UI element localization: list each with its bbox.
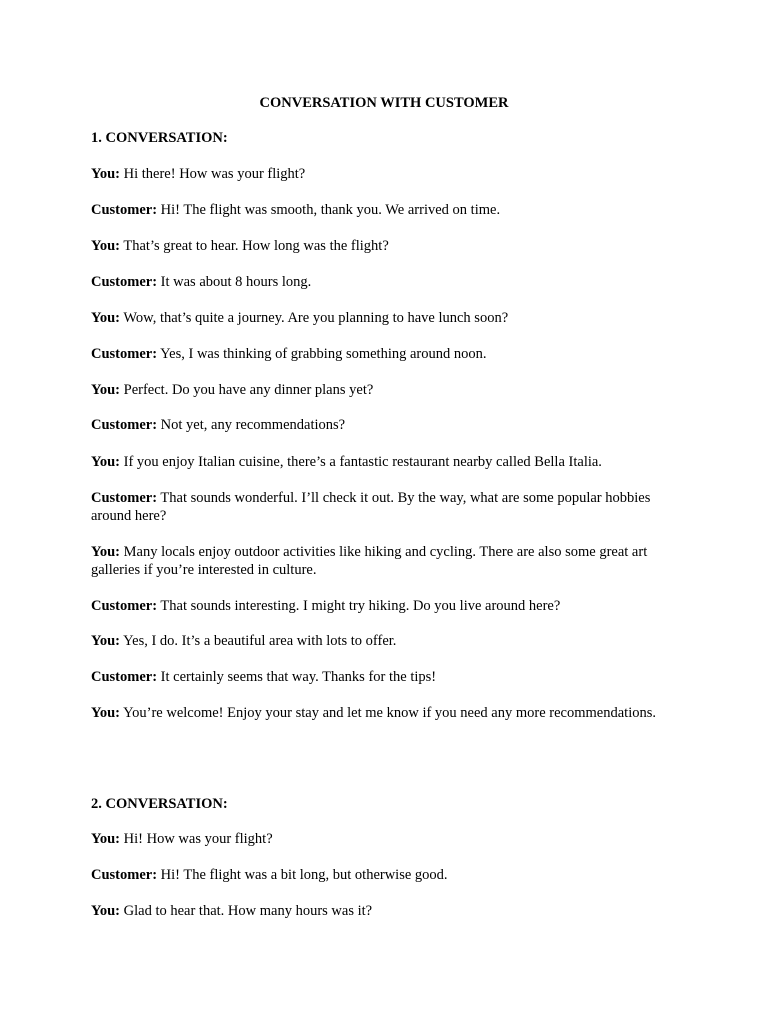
dialogue-line (91, 453, 681, 471)
dialogue-text: Glad to hear that. How many hours was it? (123, 903, 373, 919)
section-heading-1: 1. CONVERSATION: (91, 130, 228, 146)
speaker-label: You: (91, 903, 121, 919)
dialogue-line (91, 309, 681, 327)
dialogue-text: Hi! How was your flight? (123, 831, 273, 847)
speaker-label: Customer: (91, 669, 158, 685)
dialogue-text: You’re welcome! Enjoy your stay and let me know if you need any more recommendations. (123, 705, 656, 721)
dialogue-text: Perfect. Do you have any dinner plans yet? (123, 382, 374, 398)
speaker-label: You: (91, 238, 121, 254)
speaker-label: Customer: (91, 202, 158, 218)
speaker-label: You: (91, 454, 121, 470)
dialogue-text: That’s great to hear. How long was the flight? (123, 238, 389, 254)
dialogue-line (91, 668, 681, 686)
dialogue-line (91, 201, 681, 219)
dialogue-line (91, 866, 681, 884)
dialogue-line (91, 489, 681, 525)
section-heading-2: 2. CONVERSATION: (91, 796, 228, 812)
dialogue-line (91, 704, 681, 722)
dialogue-line (91, 165, 681, 183)
speaker-label: Customer: (91, 417, 158, 433)
dialogue-text: Yes, I do. It’s a beautiful area with lots to offer. (123, 633, 397, 649)
dialogue-line (91, 345, 681, 363)
dialogue-text: Yes, I was thinking of grabbing something around noon. (160, 346, 487, 362)
dialogue-text: Hi! The flight was a bit long, but otherwise good. (160, 867, 448, 883)
dialogue-text: That sounds wonderful. I’ll check it out. By the way, what are some popular hobbies around here? (91, 490, 651, 524)
dialogue-line (91, 830, 681, 848)
speaker-label: Customer: (91, 274, 158, 290)
speaker-label: You: (91, 544, 121, 560)
dialogue-line (91, 597, 681, 615)
speaker-label: You: (91, 831, 121, 847)
dialogue-text: It was about 8 hours long. (160, 274, 312, 290)
dialogue-text: If you enjoy Italian cuisine, there’s a fantastic restaurant nearby called Bella Italia. (123, 454, 602, 470)
speaker-label: You: (91, 166, 121, 182)
dialogue-line (91, 237, 681, 255)
dialogue-text: Hi there! How was your flight? (123, 166, 306, 182)
speaker-label: You: (91, 705, 121, 721)
dialogue-text: Many locals enjoy outdoor activities like hiking and cycling. There are also some great art galleries if you’re interested in culture. (91, 544, 648, 578)
speaker-label: Customer: (91, 598, 158, 614)
dialogue-text: It certainly seems that way. Thanks for the tips! (160, 669, 437, 685)
speaker-label: You: (91, 633, 121, 649)
speaker-label: Customer: (91, 867, 158, 883)
dialogue-line (91, 902, 681, 920)
dialogue-text: Hi! The flight was smooth, thank you. We arrived on time. (160, 202, 501, 218)
speaker-label: You: (91, 310, 121, 326)
dialogue-text: That sounds interesting. I might try hiking. Do you live around here? (160, 598, 561, 614)
dialogue-line (91, 416, 681, 434)
dialogue-text: Wow, that’s quite a journey. Are you planning to have lunch soon? (123, 310, 509, 326)
speaker-label: You: (91, 382, 121, 398)
dialogue-line (91, 381, 681, 399)
dialogue-line (91, 543, 681, 579)
document-title: CONVERSATION WITH CUSTOMER (259, 95, 509, 111)
speaker-label: Customer: (91, 346, 158, 362)
dialogue-text: Not yet, any recommendations? (160, 417, 346, 433)
speaker-label: Customer: (91, 490, 158, 506)
dialogue-line (91, 273, 681, 291)
dialogue-line (91, 632, 681, 650)
